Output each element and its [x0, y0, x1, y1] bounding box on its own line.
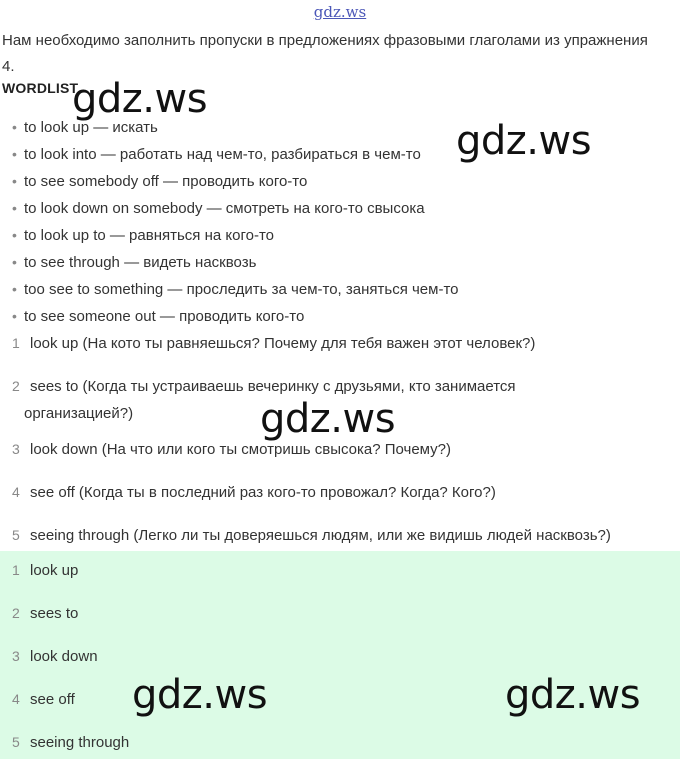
short-answer-text: look down: [30, 648, 98, 665]
bullet-icon: •: [12, 308, 17, 324]
watermark: gdz.ws: [505, 672, 641, 718]
wordlist-item: • to look up to — равняться на кого-то: [12, 224, 459, 251]
wordlist-item: • to look into — работать над чем-то, разбираться в чем-то: [12, 143, 459, 170]
short-answer-item: [0, 602, 78, 625]
answer-text: sees to (Когда ты устраиваешь вечеринку с друзьями, кто занимается: [30, 378, 516, 395]
bullet-icon: •: [12, 146, 17, 162]
wordlist-item: • too see to something — проследить за чем-то, заняться чем-то: [12, 278, 459, 305]
bullet-icon: •: [12, 119, 17, 135]
answer-number: 4: [12, 691, 20, 707]
short-answer-item: [0, 731, 129, 754]
short-answer-item: [0, 559, 78, 582]
answer-number: 3: [12, 441, 20, 457]
watermark: gdz.ws: [72, 76, 208, 122]
short-answer-text: sees to: [30, 605, 79, 622]
bullet-icon: •: [12, 200, 17, 216]
short-answer-text: look up: [30, 562, 79, 579]
wordlist-item: • to look up — искать: [12, 116, 459, 143]
wordlist-item: • to see someone out — проводить кого-то: [12, 305, 459, 332]
wordlist-item: • to see somebody off — проводить кого-то: [12, 170, 459, 197]
site-link[interactable]: gdz.ws: [313, 3, 367, 21]
short-answer-text: seeing through: [30, 734, 130, 751]
short-answer-text: see off: [30, 691, 75, 708]
bullet-icon: •: [12, 281, 17, 297]
watermark: gdz.ws: [456, 118, 592, 164]
answer-text-continued: организацией?): [24, 405, 134, 422]
answer-item: [0, 330, 670, 357]
short-answers-panel: [0, 551, 680, 759]
short-answer-item: [0, 688, 75, 711]
wordlist-item: • to look down on somebody — смотреть на кого-то свысока: [12, 197, 459, 224]
answer-number: 2: [12, 378, 20, 394]
wordlist-title: WORDLIST: [2, 80, 79, 96]
answer-number: 4: [12, 484, 20, 500]
answer-number: 3: [12, 648, 20, 664]
answer-text: see off (Когда ты в последний раз кого-то провожал? Когда? Кого?): [30, 484, 496, 501]
answer-number: 1: [12, 335, 20, 351]
bullet-icon: •: [12, 173, 17, 189]
short-answer-item: [0, 645, 98, 668]
answer-number: 5: [12, 734, 20, 750]
wordlist: [12, 116, 459, 332]
answer-text: seeing through (Легко ли ты доверяешься людям, или же видишь людей насквозь?): [30, 527, 611, 544]
wordlist-item: • to see through — видеть насквозь: [12, 251, 459, 278]
answer-item: [0, 522, 670, 549]
answer-number: 2: [12, 605, 20, 621]
bullet-icon: •: [12, 227, 17, 243]
answer-number: 5: [12, 527, 20, 543]
answer-number: 1: [12, 562, 20, 578]
watermark: gdz.ws: [260, 396, 396, 442]
task-intro: Нам необходимо заполнить пропуски в предложениях фразовыми глаголами из упражнения 4.: [2, 32, 648, 75]
answer-item: [0, 479, 670, 506]
bullet-icon: •: [12, 254, 17, 270]
answer-text: look down (На что или кого ты смотришь свысока? Почему?): [30, 441, 452, 458]
answer-text: look up (На кото ты равняешься? Почему для тебя важен этот человек?): [30, 335, 536, 352]
watermark: gdz.ws: [132, 672, 268, 718]
